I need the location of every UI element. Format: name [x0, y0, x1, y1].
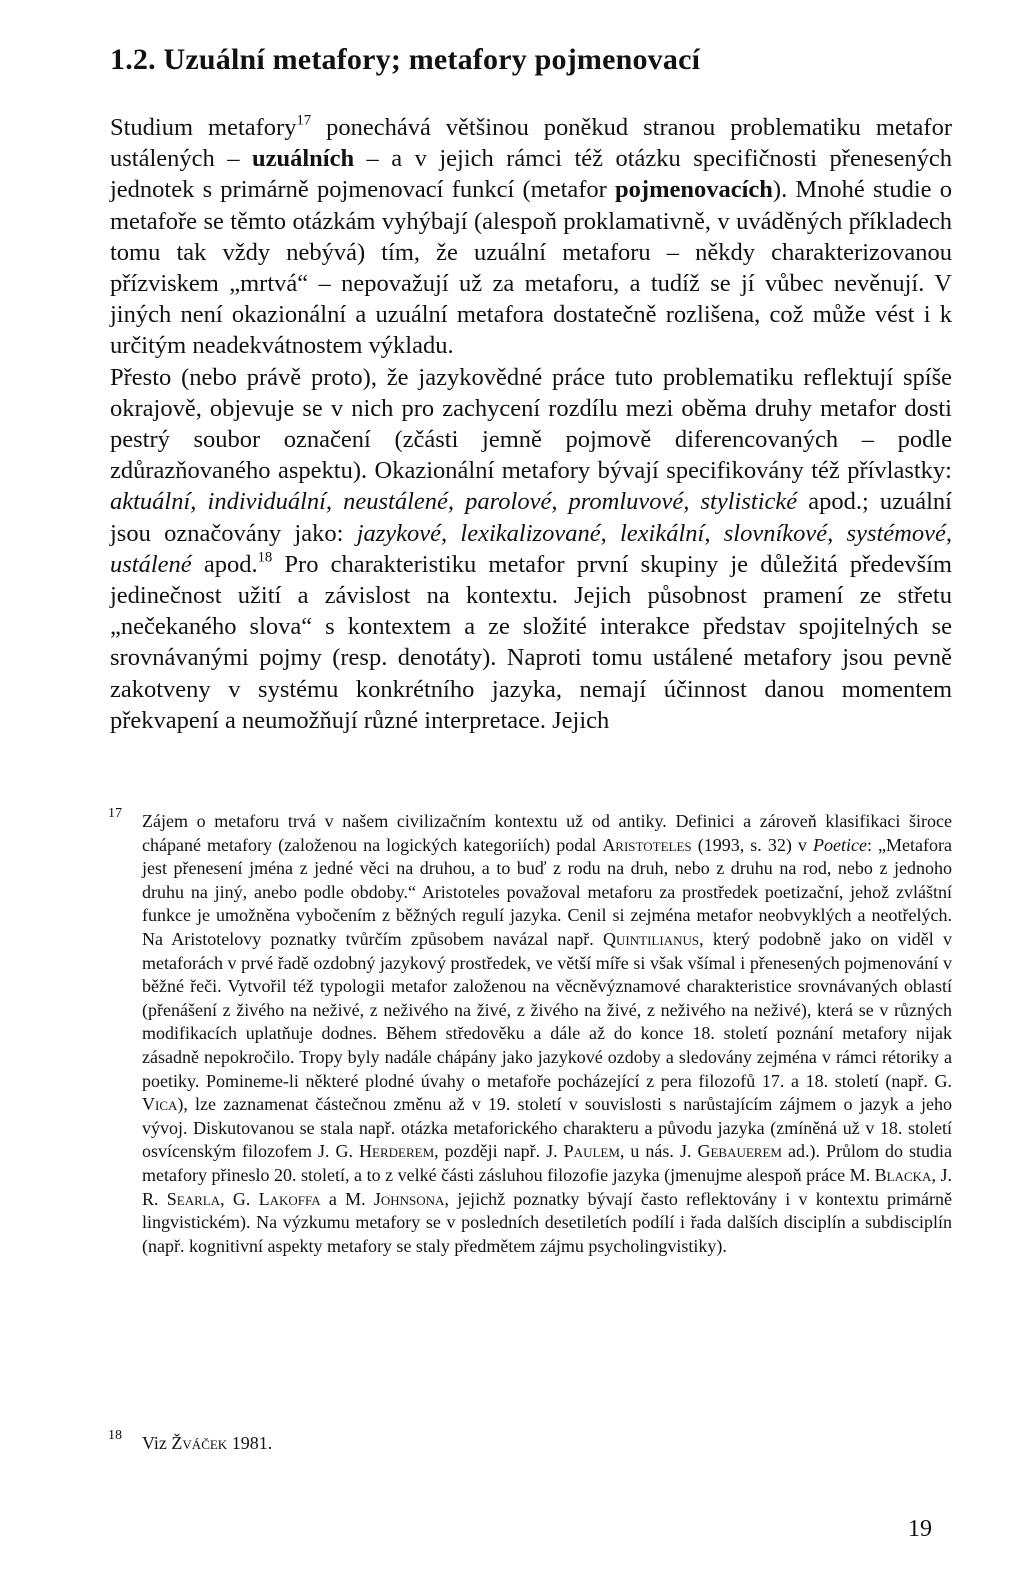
paragraph-1	[110, 112, 952, 362]
fn17-text-4: , který podobně jako on viděl v metaforách v prvé řadě ozdobný jazykový prostředek, ve větší míře si však všímal i přenesených pojmenování v běžné řeči. Vytvořil též typologii metafor založenou na věcněvýznamové charakteristice srovnávaných oblastí (přenášení z živého na neživé, z neživého na živé, z živého na živé, z neživého na neživé), která se v různých modifikacích uplatňuje dodnes. Během středověku a dále až do konce 18. století poznání metafory nijak zásadně nepokročilo. Tropy byly nadále chápány jako jazykové ozdoby a sledovány zejména v rámci rétoriky a poetiky. Pomineme-li některé plodné úvahy o metafoře pocházející z pera filozofů 17. a 18. století (např. G.	[142, 928, 952, 1091]
author-johnson: Johnsona	[373, 1188, 445, 1209]
paragraph-2	[110, 362, 952, 736]
fn17-text-9: , J. R.	[142, 1164, 952, 1209]
author-herder: Herderem	[359, 1141, 435, 1162]
footnote-18-number: 18	[108, 1428, 122, 1443]
author-gebauer: Gebauerem	[697, 1141, 782, 1162]
page-number: 19	[908, 1516, 932, 1542]
term-uzualnich: uzuálních	[251, 145, 355, 173]
p1-text-1: Studium metafory	[110, 114, 297, 141]
p2-italic-2: jazykové, lexikalizované, lexikální, slovníkové, systémové, ustálené	[110, 519, 952, 578]
footnote-17	[108, 806, 953, 1258]
section-heading: 1.2. Uzuální metafory; metafory pojmenovací	[110, 43, 701, 76]
p1-text-4: ). Mnohé studie o metafoře se těmto otázkám vyhýbají (alespoň proklamativně, v uváděných příkladech tomu tak vždy nebývá) tím, že uzuální metaforu – někdy charakterizovanou přízviskem „mrtvá“ – nepovažují už za metaforu, a tudíž se jí vůbec nevěnují. V jiných není okazionální a uzuální metafora dostatečně rozlišena, což může vést i k určitým neadekvátnostem výkladu.	[110, 176, 952, 360]
fn18-text-2: 1981.	[227, 1433, 273, 1453]
fn18-text-1: Viz	[142, 1433, 172, 1453]
fn17-text-11: a M.	[320, 1188, 374, 1209]
footnote-ref-18: 18	[257, 549, 273, 566]
author-paul: Paulem	[563, 1141, 620, 1162]
main-text	[110, 112, 952, 736]
term-pojmenovacich: pojmenovacích	[615, 176, 773, 204]
work-poetice: Poetice	[813, 834, 867, 855]
fn17-text-2: (1993, s. 32) v	[691, 834, 814, 855]
p2-text-2: apod.; uzuální jsou označovány jako:	[110, 488, 952, 547]
fn17-text-1: Zájem o metaforu trvá v našem civilizačním kontextu už od antiky. Definici a zároveň klasifikaci široce chápané metafory (založenou na logických kategoriích) podal	[142, 811, 952, 855]
fn17-text-8: ad.). Průlom do studia metafory přineslo 20. století, a to z velké části zásluhou filozofie jazyka (jmenujme alespoň práce M.	[142, 1141, 953, 1185]
author-searle: Searla	[166, 1188, 221, 1209]
fn17-text-7: , u nás. J.	[619, 1141, 698, 1162]
p2-text-4: Pro charakteristiku metafor první skupiny je důležitá především jedinečnost užití a závislost na kontextu. Jejich působnost pramení ze střetu „nečekaného slova“ s kontextem a ze složité interakce představ spojitelných se srovnávanými pojmy (resp. denotáty). Naproti tomu ustálené metafory jsou pevně zakotveny v systému konkrétního jazyka, nemají účinnost danou momentem překvapení a neumožňují různé interpretace. Jejich	[110, 550, 952, 734]
footnote-18-text	[110, 1432, 952, 1456]
footnote-17-number: 17	[108, 806, 122, 821]
author-vico: Vica	[142, 1094, 178, 1115]
author-black: Blacka	[874, 1164, 932, 1185]
author-zvacek: Žváček	[171, 1433, 228, 1453]
fn17-text-6: , později např. J.	[434, 1141, 564, 1162]
fn17-text-5: ), lze zaznamenat částečnou změnu až v 19. století v souvislosti s narůstajícím zájmem o jazyk a jeho vývoj. Diskutovanou se stala např. otázka metaforického charakteru a původu jazyka (zmíněná už v 18. století osvícenským filozofem J. G.	[142, 1094, 952, 1162]
fn17-text-10: , G.	[220, 1188, 259, 1209]
footnote-ref-17: 17	[296, 112, 312, 129]
p1-text-2: ponechává většinou poněkud stranou problematiku metafor ustálených –	[110, 114, 952, 173]
author-aristoteles: Aristoteles	[602, 834, 692, 855]
author-lakoff: Lakoffa	[258, 1188, 321, 1209]
p2-italic-1: aktuální, individuální, neustálené, parolové, promluvové, stylistické	[110, 488, 798, 516]
footnote-17-text	[110, 810, 952, 1258]
p1-text-3: – a v jejich rámci též otázku specifičnosti přenesených jednotek s primárně pojmenovací funkcí (metafor	[110, 145, 952, 204]
fn17-text-12: , jejichž poznatky bývají často reflektovány i v kontextu primárně lingvistickém). Na výzkumu metafory se v posledních desetiletích podílí i řada dalších disciplín a subdisciplín (např. kognitivní aspekty metafory se staly předmětem zájmu psycholingvistiky).	[142, 1188, 952, 1256]
footnote-18	[108, 1428, 952, 1456]
p2-text-3: apod.	[191, 550, 258, 578]
fn17-text-3: : „Metafora jest přenesení jména z jedné věci na druhou, a to buď z rodu na druh, nebo z druhu na rod, nebo z jednoho druhu na jiný, anebo podle obdoby.“ Aristoteles považoval metaforu za prostředek poetizační, jehož zvláštní funkce je umožněna vybočením z běžných regulí jazyka. Cenil si zejména metafor neobvyklých a neotřelých. Na Aristotelovy poznatky tvůrčím způsobem navázal např.	[142, 834, 953, 949]
author-quintilianus: Quintilianus	[603, 928, 700, 949]
p2-text-1: Přesto (nebo právě proto), že jazykovědné práce tuto problematiku reflektují spíše okrajově, objevuje se v nich pro zachycení rozdílu mezi oběma druhy metafor dosti pestrý soubor označení (zčásti jemně pojmově diferencovaných – podle zdůrazňovaného aspektu). Okazionální metafory bývají specifikovány též přívlastky:	[110, 363, 952, 485]
